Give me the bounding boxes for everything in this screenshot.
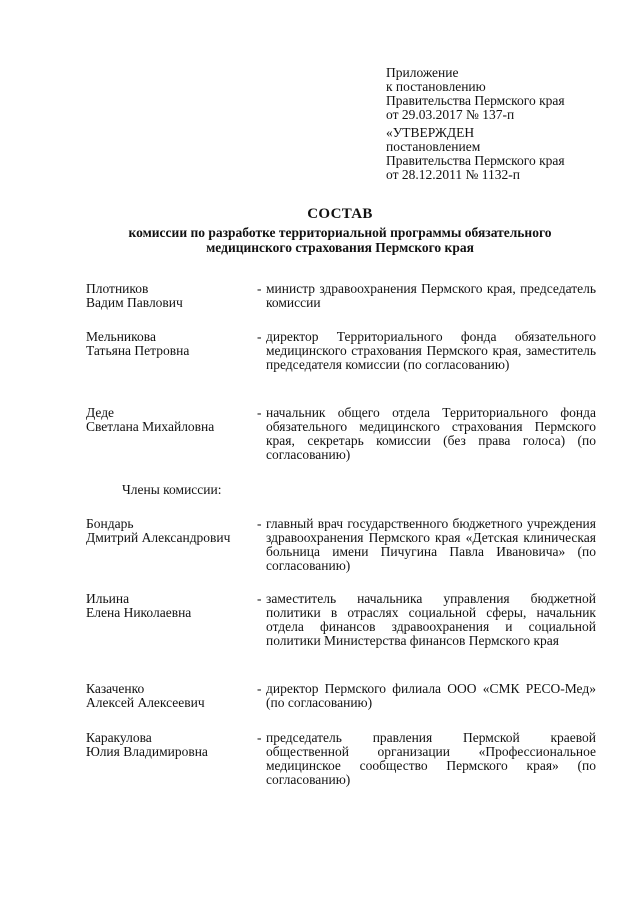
approval-line: «УТВЕРЖДЕН [386,125,475,140]
person-given-names: Дмитрий Александрович [86,530,231,545]
person-name [86,282,261,310]
person-role: министр здравоохранения Пермского края, председатель комиссии [266,281,596,310]
person-given-names: Алексей Алексеевич [86,695,205,710]
person-given-names: Вадим Павлович [86,295,183,310]
appendix-line: Приложение [386,65,459,80]
person-name [86,330,261,358]
dash-separator: - [257,405,262,420]
subtitle-line: медицинского страхования Пермского края [206,240,474,255]
person-surname: Плотников [86,281,149,296]
person-surname: Каракулова [86,730,152,745]
person-role: директор Пермского филиала ООО «СМК РЕСО-Мед» (по согласованию) [266,681,596,710]
appendix-note [386,66,616,122]
approval-line: постановлением [386,139,481,154]
person-role: начальник общего отдела Территориального фонда обязательного медицинского страхования Пермского края, секретарь комиссии (без права голоса) (по согласованию) [266,405,596,462]
person-given-names: Светлана Михайловна [86,419,215,434]
person-surname: Бондарь [86,516,134,531]
members-heading: Члены комиссии: [122,482,222,497]
person-name [86,517,261,545]
person-surname: Деде [86,405,115,420]
approval-line: от 28.12.2011 № 1132-п [386,167,520,182]
dash-separator: - [257,281,262,296]
person-given-names: Елена Николаевна [86,605,192,620]
dash-separator: - [257,591,262,606]
person-name [86,406,261,434]
appendix-line: от 29.03.2017 № 137-п [386,107,515,122]
document-subtitle [60,225,620,255]
person-role: председатель правления Пермской краевой общественной организации «Профессиональное медицинское сообщество Пермского края» (по согласованию) [266,730,596,787]
person-name [86,592,261,620]
person-name [86,731,261,759]
person-role: директор Территориального фонда обязательного медицинского страхования Пермского края, заместитель председателя комиссии (по согласованию) [266,329,596,372]
person-role: главный врач государственного бюджетного учреждения здравоохранения Пермского края «Детская клиническая больница имени Пичугина Павла Ивановича» (по согласованию) [266,516,596,573]
dash-separator: - [257,681,262,696]
person-given-names: Татьяна Петровна [86,343,190,358]
person-surname: Мельникова [86,329,156,344]
dash-separator: - [257,730,262,745]
person-surname: Казаченко [86,681,145,696]
person-given-names: Юлия Владимировна [86,744,208,759]
dash-separator: - [257,516,262,531]
dash-separator: - [257,329,262,344]
appendix-line: Правительства Пермского края [386,93,565,108]
subtitle-line: комиссии по разработке территориальной программы обязательного [128,225,552,240]
person-role: заместитель начальника управления бюджетной политики в отраслях социальной сферы, начальник отдела финансов здравоохранения и социальной политики Министерства финансов Пермского края [266,591,596,648]
person-surname: Ильина [86,591,130,606]
approval-line: Правительства Пермского края [386,153,565,168]
appendix-line: к постановлению [386,79,486,94]
approval-note [386,126,616,182]
document-title: СОСТАВ [307,206,373,222]
person-name [86,682,261,710]
